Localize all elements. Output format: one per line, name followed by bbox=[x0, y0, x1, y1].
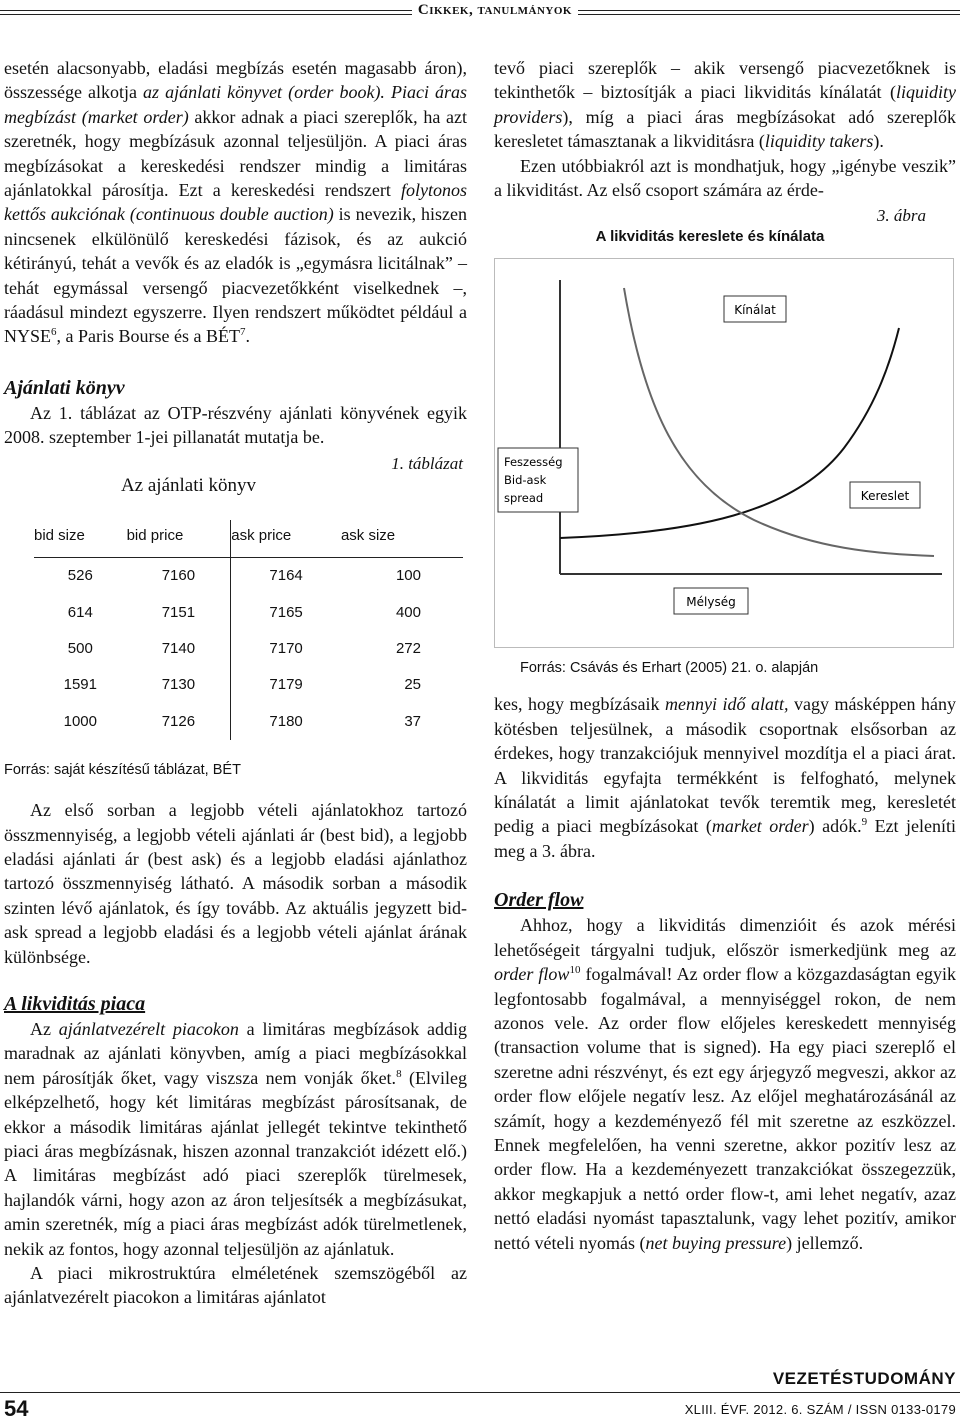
table-row bbox=[34, 595, 463, 631]
spread-label-line-1: Feszesség bbox=[504, 455, 563, 470]
bid-price-cell: 7151 bbox=[127, 595, 231, 631]
bid-price-cell: 7140 bbox=[127, 631, 231, 667]
table-1 bbox=[4, 454, 467, 780]
page-number: 54 bbox=[4, 1396, 29, 1421]
table-header-row bbox=[34, 520, 463, 558]
ask-price-cell: 7180 bbox=[269, 712, 303, 730]
paragraph: tevő piaci szereplők – akik versengő piacvezetőknek is tekinthetők – biztosítják a piaci likviditás kínálatát (liquidity providers), míg a piaci áras megbízásokat adó szereplők keresletet támasztanak a likviditásra (liquidity takers). bbox=[494, 58, 956, 152]
ask-size-cell: 25 bbox=[404, 676, 421, 694]
table-row bbox=[34, 704, 463, 740]
bid-price-cell: 7130 bbox=[127, 667, 231, 703]
right-column bbox=[494, 56, 956, 1255]
issue-info: XLIII. ÉVF. 2012. 6. SZÁM / ISSN 0133-0179 bbox=[684, 1402, 956, 1417]
col-header-ask-size: ask size bbox=[341, 520, 463, 558]
col-header-ask-price: ask price bbox=[231, 520, 341, 558]
paragraph: kes, hogy megbízásaik mennyi idő alatt, vagy másképpen hány kötésben teljesülnek, a második csoportnak elsősorban az érdekes, hogy tranzakciójuk mennyivel mozdítja el a piaci árat. A likviditás egyfajta termékként is felfogható, melynek kínálatát a limit ajánlatokat tevők teremtik meg, keresletét pedig a piaci megbízásokat (market order) adók.$^9$ Ezt jeleníti meg a 3. ábra. bbox=[494, 694, 957, 861]
table-row bbox=[34, 631, 463, 667]
supply-label: Kínálat bbox=[734, 303, 776, 318]
heading-liquidity-market: A likviditás piaca bbox=[4, 992, 146, 1015]
table-row bbox=[34, 558, 463, 595]
figure-3 bbox=[494, 206, 956, 678]
left-column bbox=[4, 56, 467, 1310]
ask-size-cell: 272 bbox=[395, 639, 421, 657]
ask-price-cell: 7170 bbox=[269, 639, 303, 657]
bid-price-cell: 7126 bbox=[127, 704, 231, 740]
ask-size-cell: 100 bbox=[395, 567, 421, 585]
journal-name: VEZETÉSTUDOMÁNY bbox=[767, 1369, 956, 1389]
depth-label: Mélység bbox=[686, 595, 736, 610]
paragraph: Ezen utóbbiakról azt is mondhatjuk, hogy „igénybe veszik” a likviditást. Az első csoport számára az érde- bbox=[494, 155, 956, 201]
ask-size-cell: 400 bbox=[395, 603, 421, 621]
paragraph: A piaci mikrostruktúra elméletének szemszögéből az ajánlatvezérelt piacokon a limitáras ajánlatot bbox=[4, 1263, 467, 1308]
table-source: Forrás: saját készítésű táblázat, BÉT bbox=[4, 762, 241, 779]
order-book-table bbox=[34, 520, 463, 740]
col-header-bid-price: bid price bbox=[127, 520, 231, 558]
bid-size-cell: 500 bbox=[67, 639, 93, 657]
ask-size-cell: 37 bbox=[404, 712, 421, 730]
table-row bbox=[34, 667, 463, 703]
heading-order-flow: Order flow bbox=[494, 889, 584, 912]
bid-price-cell: 7160 bbox=[127, 558, 231, 595]
ask-price-cell: 7164 bbox=[269, 567, 303, 585]
paragraph: esetén alacsonyabb, eladási megbízás esetén magasabb áron), összessége alkotja az ajánlati könyvet (order book). Piaci áras megbízást (market order) akkor adnak a piaci szereplők, ha azt szeretnék, hogy megbízásuk azonnal teljesüljön. A piaci áras megbízásokat a kereskedési rendszer mindig a limitáras ajánlatokkal párosítja. Ezt a kereskedési rendszert folytonos kettős aukciónak (continuous double auction) is nevezik, hiszen nincsenek elkülönülő kereskedési fázisok, és az aukció kétirányú, tehát a vevők és az eladók is „egymásra licitálnak” – tehát egymással versengő piacvezetőkként viselkednek –, ráadásul mindezt egyszerre. Ilyen rendszert működtet például a NYSE$^6$, a Paris Bourse és a BÉT$^7$. bbox=[4, 58, 467, 347]
paragraph: Az első sorban a legjobb vételi ajánlatokhoz tartozó összmennyiség, a legjobb vételi ajánlati ár (best bid), a legjobb eladási ajánlati ár (best ask) és a legjobb eladási ajánlathoz tartozó összmennyiség látható. A második sorban a második szinten lévő ajánlatok, és így tovább. Az aktuális jegyzett bid-ask spread a legjobb eladási és a legjobb vételi ajánlat árának különbsége. bbox=[4, 800, 467, 967]
table-title: Az ajánlati könyv bbox=[120, 474, 257, 496]
paragraph: Az ajánlatvezérelt piacokon a limitáras megbízások addig maradnak az ajánlati könyvben, amíg a piaci megbízásokkal nem párosítják őket, vagy viszsza nem vonják őket.$^8$ (Elvileg elképzelhető, hogy két limitáras megbízást párosítsanak, de ekkor a második limitáras ajánlat jellegét tekintve tekinthető piaci áras megbízásnak, hiszen azonnal tranzakciót idézett elő.) A limitáras megbízást adó piaci szereplők türelmesek, hajlandók várni, hogy azon az áron teljesítsék a megbízásukat, amin szeretnék, míg a piaci áras megbízást adók türelmetlenek, nekik az fontos, hogy azonnal teljesüljön az ajánlatuk. bbox=[4, 1018, 467, 1259]
heading-order-book: Ajánlati könyv bbox=[4, 376, 125, 399]
bid-size-cell: 1591 bbox=[63, 676, 97, 694]
col-header-bid-size: bid size bbox=[34, 520, 127, 558]
figure-source: Forrás: Csávás és Erhart (2005) 21. o. alapján bbox=[520, 660, 819, 677]
bid-size-cell: 526 bbox=[67, 567, 93, 585]
demand-label: Kereslet bbox=[860, 489, 910, 504]
table-label: 1. táblázat bbox=[391, 453, 463, 473]
liquidity-chart-svg bbox=[494, 258, 954, 648]
paragraph: Ahhoz, hogy a likviditás dimenzióit és azok mérési lehetőségeit tárgyalni tudjuk, először ismerkedjünk meg az order flow$^{10}$ fogalmával! Az order flow a közgazdaságtan egyik legfontosabb fogalmával, a mennyiséggel rokon, de nem azonos vele. Az order flow előjeles kereskedett mennyiség (transaction volume that is signed). Ha egy piaci szereplő el szeretne adni részvényt, és ezt egy árjegyző megveszi, akkor az order flow előjele negatív lesz. Az előjel meghatározásánál az számít, hogy a kezdeményező fél mit szeretne az eszközzel. Ennek megfelelően, ha venni szeretne, akkor pozitív lesz az order flow. Ha a kezdeményezett tranzakciókat összegezzük, akkor megkapjuk a nettó order flow-t, ami lehet negatív, azaz nettó eladási nyomást tapasztalunk, vagy lehet pozitív, amikor nettó vételi nyomás (net buying pressure) jellemző. bbox=[494, 915, 956, 1253]
spread-label-line-3: spread bbox=[504, 491, 544, 506]
footer-rule bbox=[0, 1392, 960, 1393]
figure-label: 3. ábra bbox=[876, 206, 926, 226]
ask-price-cell: 7179 bbox=[269, 676, 303, 694]
spread-label-line-2: Bid-ask bbox=[504, 473, 547, 488]
figure-title: A likviditás kereslete és kínálata bbox=[595, 228, 825, 246]
ask-price-cell: 7165 bbox=[269, 603, 303, 621]
section-title: Cikkek, tanulmányok bbox=[412, 2, 578, 19]
bid-size-cell: 1000 bbox=[63, 712, 97, 730]
liquidity-chart bbox=[494, 258, 954, 648]
bid-size-cell: 614 bbox=[67, 603, 93, 621]
paragraph: Az 1. táblázat az OTP-részvény ajánlati könyvének egyik 2008. szeptember 1-jei pillanatát mutatja be. bbox=[4, 402, 467, 448]
